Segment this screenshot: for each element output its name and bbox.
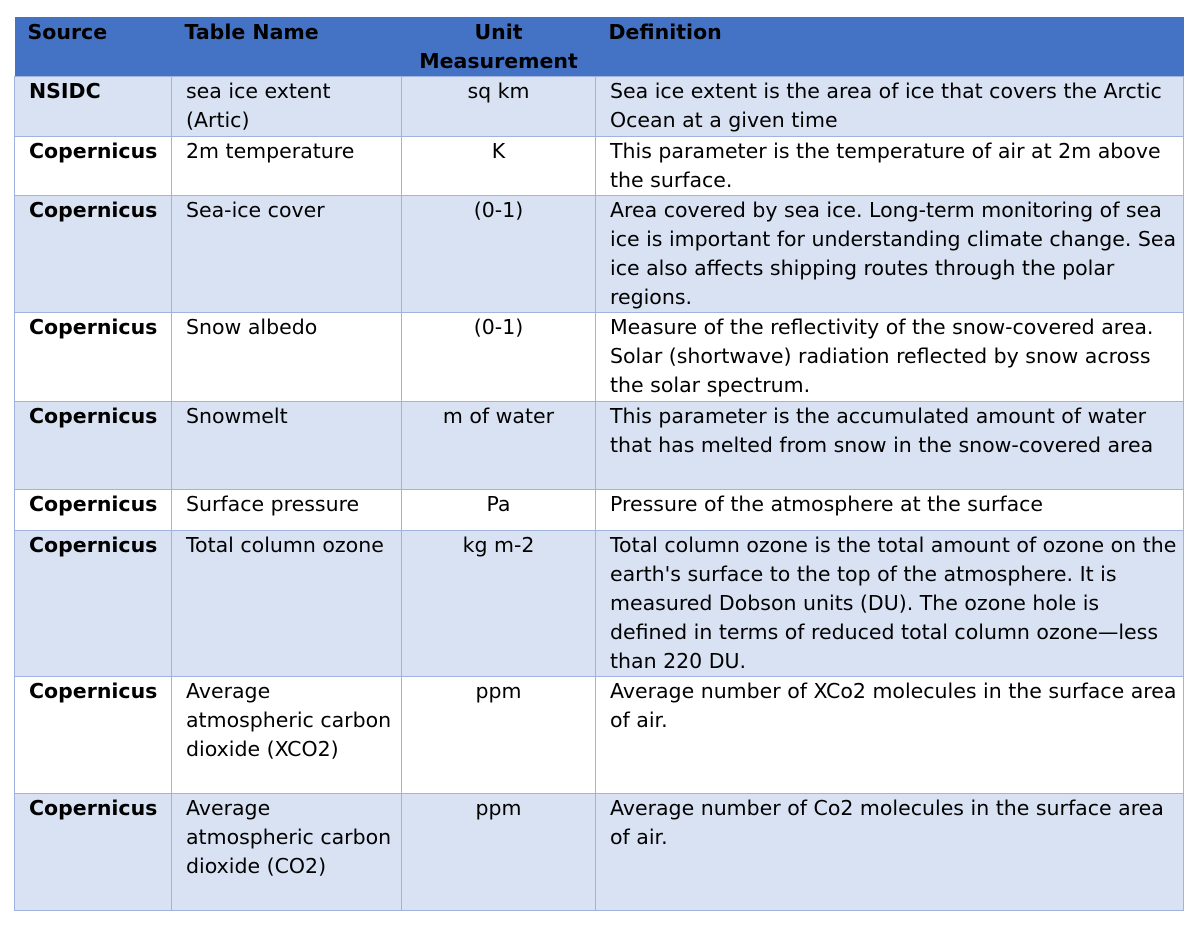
cell-source: Copernicus [15,531,172,677]
header-definition: Definition [596,17,1184,77]
cell-definition: Area covered by sea ice. Long-term monitoring of sea ice is important for understanding climate change. Sea ice also affects shipping routes through the polar regions. [596,196,1184,313]
table-body [15,77,1184,911]
header-table-name: Table Name [172,17,402,77]
table-header [15,17,1184,77]
cell-definition: Average number of XCo2 molecules in the surface area of air. [596,677,1184,794]
cell-source: Copernicus [15,313,172,402]
cell-unit: ppm [402,677,596,794]
cell-source: Copernicus [15,794,172,911]
cell-table-name: 2m temperature [172,137,402,196]
cell-source: Copernicus [15,137,172,196]
cell-source: Copernicus [15,196,172,313]
table-row [15,137,1184,196]
cell-table-name: Average atmospheric carbon dioxide (CO2) [172,794,402,911]
table-row [15,77,1184,137]
cell-unit: (0-1) [402,196,596,313]
cell-table-name: Average atmospheric carbon dioxide (XCO2) [172,677,402,794]
header-source: Source [15,17,172,77]
cell-definition: Pressure of the atmosphere at the surface [596,490,1184,531]
cell-unit: kg m-2 [402,531,596,677]
table-row [15,313,1184,402]
header-unit-measurement: Unit Measurement [402,17,596,77]
cell-definition: Average number of Co2 molecules in the surface area of air. [596,794,1184,911]
cell-table-name: Surface pressure [172,490,402,531]
cell-unit: sq km [402,77,596,137]
cell-table-name: sea ice extent (Artic) [172,77,402,137]
table-row [15,677,1184,794]
cell-table-name: Snow albedo [172,313,402,402]
cell-unit: m of water [402,402,596,490]
cell-definition: Sea ice extent is the area of ice that covers the Arctic Ocean at a given time [596,77,1184,137]
data-sources-table [14,17,1184,911]
cell-source: Copernicus [15,402,172,490]
cell-definition: Total column ozone is the total amount of ozone on the earth's surface to the top of the atmosphere. It is measured Dobson units (DU). The ozone hole is defined in terms of reduced total column ozone—less than 220 DU. [596,531,1184,677]
table-row [15,794,1184,911]
table-row [15,490,1184,531]
header-row [15,17,1184,77]
cell-source: NSIDC [15,77,172,137]
cell-source: Copernicus [15,677,172,794]
table-row [15,402,1184,490]
cell-definition: Measure of the reflectivity of the snow-covered area. Solar (shortwave) radiation reflected by snow across the solar spectrum. [596,313,1184,402]
cell-definition: This parameter is the accumulated amount of water that has melted from snow in the snow-covered area [596,402,1184,490]
cell-table-name: Snowmelt [172,402,402,490]
cell-unit: Pa [402,490,596,531]
cell-unit: ppm [402,794,596,911]
cell-definition: This parameter is the temperature of air at 2m above the surface. [596,137,1184,196]
cell-unit: (0-1) [402,313,596,402]
table-row [15,196,1184,313]
cell-source: Copernicus [15,490,172,531]
cell-table-name: Sea-ice cover [172,196,402,313]
cell-unit: K [402,137,596,196]
cell-table-name: Total column ozone [172,531,402,677]
table-row [15,531,1184,677]
